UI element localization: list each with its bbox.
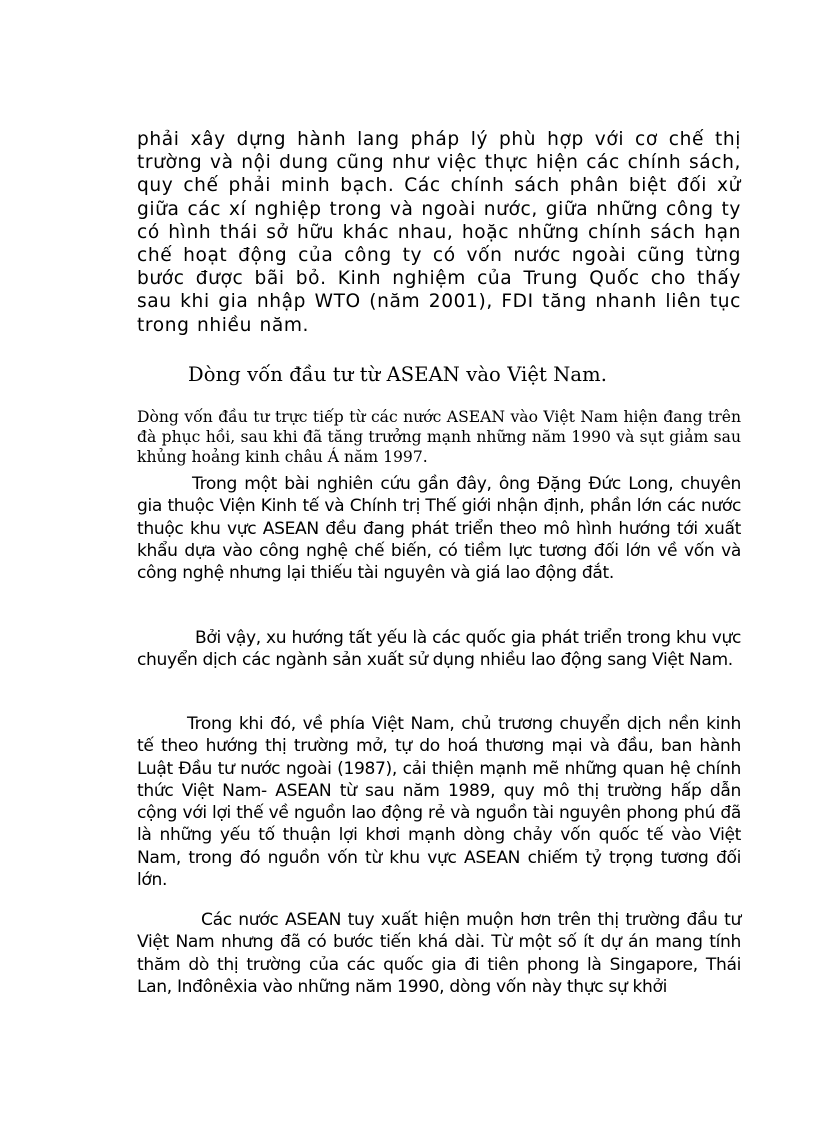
paragraph-asean-progress: Các nước ASEAN tuy xuất hiện muộn hơn trên thị trường đầu tư Việt Nam nhưng đã có bước tiến khá dài. Từ một số ít dự án mang tính thăm dò thị trường của các quốc gia đi tiên phong là Singapore, Thái Lan, Inđônêxia vào những năm 1990, dòng vốn này thực sự khởi <box>137 910 741 997</box>
paragraph-vietnam-policy: Trong khi đó, về phía Việt Nam, chủ trương chuyển dịch nền kinh tế theo hướng thị trường mở, tự do hoá thương mại và đầu, ban hành Luật Đầu tư nước ngoài (1987), cải thiện mạnh mẽ những quan hệ chính thức Việt Nam- ASEAN từ sau năm 1989, quy mô thị trường hấp dẫn cộng với lợi thế về nguồn lao động rẻ và nguồn tài nguyên phong phú đã là những yếu tố thuận lợi khơi mạnh dòng chảy vốn quốc tế vào Việt Nam, trong đó nguồn vốn từ khu vực ASEAN chiếm tỷ trọng tương đối lớn. <box>137 714 741 891</box>
paragraph-asean-recovery: Dòng vốn đầu tư trực tiếp từ các nước ASEAN vào Việt Nam hiện đang trên đà phục hồi, sau khi đã tăng trưởng mạnh những năm 1990 và sụt giảm sau khủng hoảng kinh châu Á năm 1997. <box>137 408 741 466</box>
paragraph-shift-trend: Bởi vậy, xu hướng tất yếu là các quốc gia phát triển trong khu vực chuyển dịch các ngành sản xuất sử dụng nhiều lao động sang Việt Nam. <box>137 628 741 671</box>
section-heading: Dòng vốn đầu tư từ ASEAN vào Việt Nam. <box>188 363 608 386</box>
paragraph-wto-experience: phải xây dựng hành lang pháp lý phù hợp với cơ chế thị trường và nội dung cũng như việc thực hiện các chính sách, quy chế phải minh bạch. Các chính sách phân biệt đối xử giữa các xí nghiệp trong và ngoài nước, giữa những công ty có hình thái sở hữu khác nhau, hoặc những chính sách hạn chế hoạt động của công ty có vốn nước ngoài cũng từng bước được bãi bỏ. Kinh nghiệm của Trung Quốc cho thấy sau khi gia nhập WTO (năm 2001), FDI tăng nhanh liên tục trong nhiều năm. <box>137 129 741 336</box>
paragraph-expert-opinion: Trong một bài nghiên cứu gần đây, ông Đặng Đức Long, chuyên gia thuộc Viện Kinh tế và Chính trị Thế giới nhận định, phần lớn các nước thuộc khu vực ASEAN đều đang phát triển theo mô hình hướng tới xuất khẩu dựa vào công nghệ chế biến, có tiềm lực tương đối lớn về vốn và công nghệ nhưng lại thiếu tài nguyên và giá lao động đắt. <box>137 474 741 584</box>
